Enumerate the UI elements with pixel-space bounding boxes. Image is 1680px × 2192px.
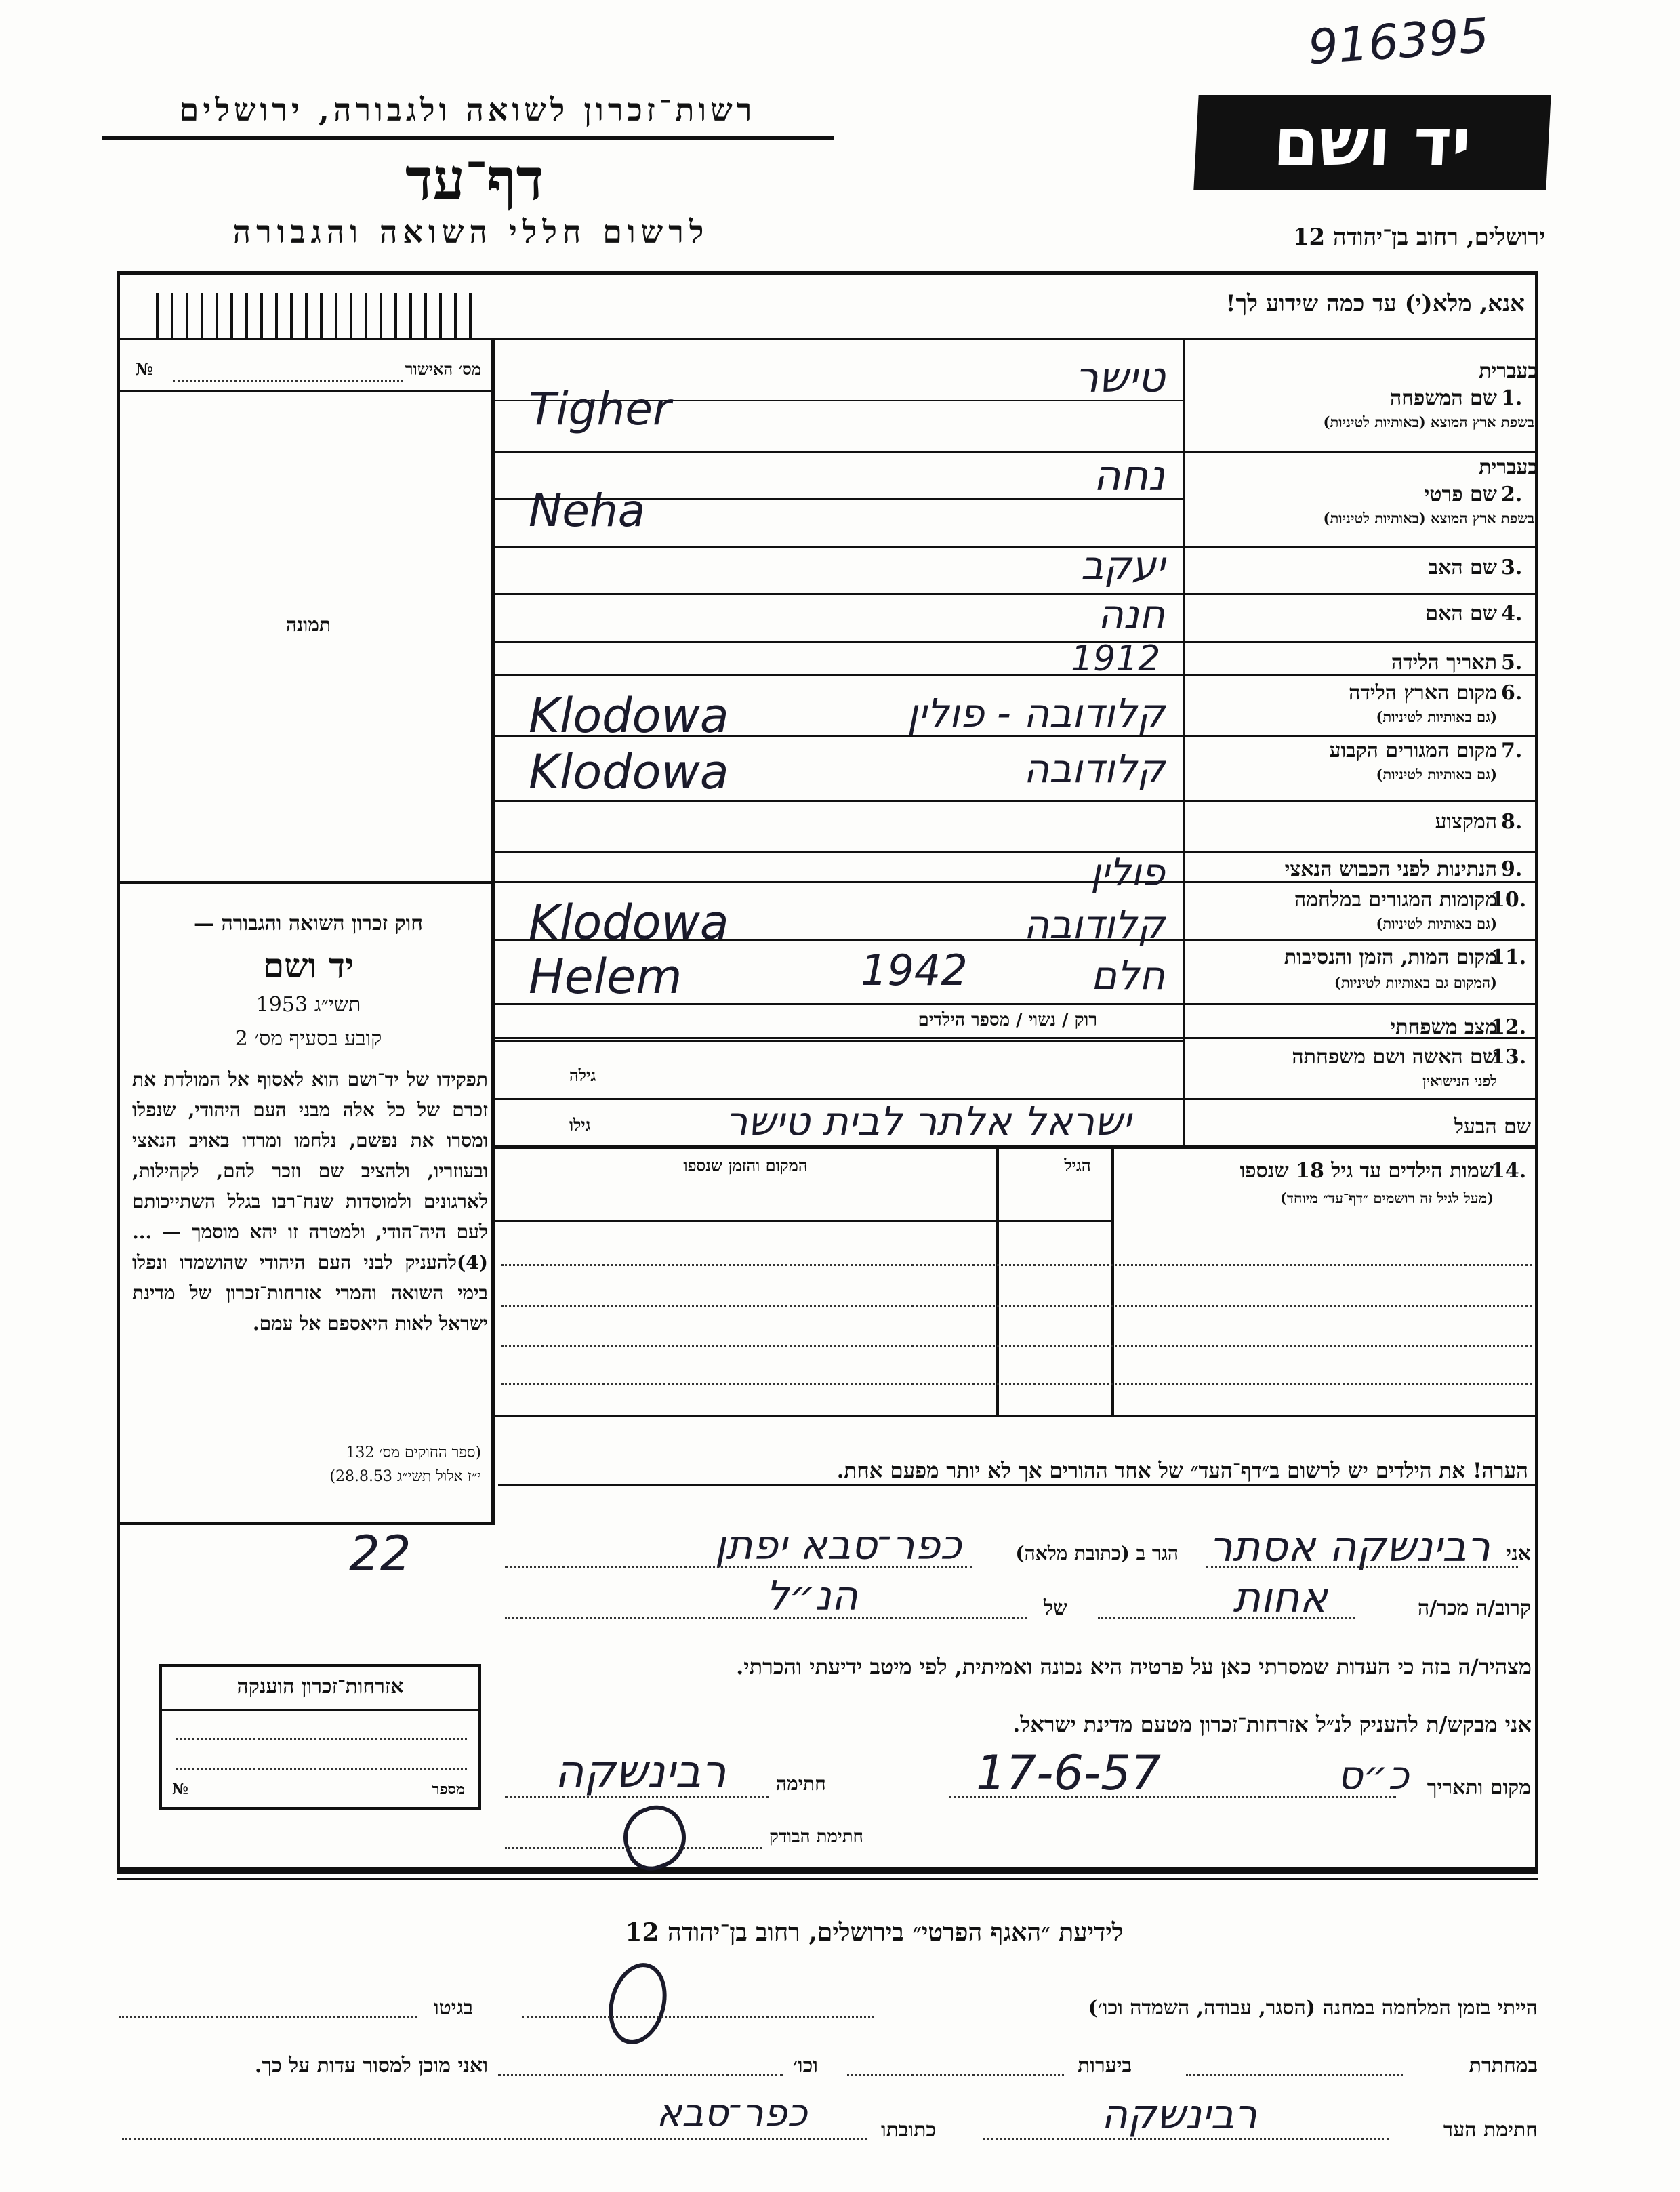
footer-line3-addr-label: כתובתו <box>881 2118 937 2142</box>
marital-options: רוק / נשוי / מספר הילדים <box>918 1010 1097 1030</box>
field-6-value-latin[interactable]: Klodowa <box>529 688 729 744</box>
field-1-value-latin[interactable]: Tigher <box>529 383 672 435</box>
field-9-label: הנתינות לפני הכבוש הנאצי <box>1284 857 1497 881</box>
children-col-age: הגיל <box>1064 1156 1091 1175</box>
form-row-rule <box>495 451 1538 453</box>
field-11-num: 11. <box>1491 946 1527 969</box>
cert-no-prefix: № <box>136 359 154 379</box>
age-label-husband: גילו <box>569 1115 591 1135</box>
children-col-place: המקום והזמן שנספו <box>683 1156 808 1175</box>
footer-line3-sig[interactable]: רבינשקה <box>1101 2091 1258 2138</box>
children-row-line <box>501 1264 1532 1266</box>
law-title: חוק זכרון השואה והגבורה — <box>194 912 423 935</box>
field-10-num: 10. <box>1491 888 1527 912</box>
of-label: של <box>1044 1596 1068 1620</box>
hebrew-label-1: בעברית <box>1479 359 1538 383</box>
form-row-rule <box>495 1037 1538 1039</box>
children-header-rule <box>495 1220 1113 1222</box>
cert-line <box>173 380 403 382</box>
age-label-wife: גילה <box>569 1065 596 1085</box>
footer-line1: הייתי בזמן המלחמה במחנה (הסגר, עבודה, השמדה וכו׳) <box>1088 1996 1538 2020</box>
husband-label: שם הבעל <box>1454 1115 1531 1139</box>
field-9-num: 9. <box>1501 857 1523 881</box>
field-6-value-he[interactable]: קלודובה - פולין <box>907 690 1165 736</box>
field-2-label: שם פרטי <box>1424 483 1497 506</box>
org-underline <box>102 136 834 140</box>
field-13-label: שם האשה ושם משפחתה <box>1292 1045 1497 1069</box>
form-row-rule <box>495 881 1538 883</box>
field-2-origin-note: בשפת ארץ המוצא (באותיות לטיניות) <box>1323 510 1534 527</box>
value-sub-rule <box>495 1040 1183 1042</box>
field-12-num: 12. <box>1491 1015 1527 1039</box>
checker-line <box>505 1847 762 1849</box>
address: ירושלים, רחוב בן־יהודה 12 <box>1292 224 1545 251</box>
field-4-label: שם האם <box>1425 602 1497 626</box>
law-name: יד ושם <box>263 946 354 986</box>
form-row-rule <box>495 641 1538 643</box>
footer-line2-dots-3 <box>498 2074 783 2076</box>
field-1-num: 1. <box>1501 386 1523 410</box>
margin-note: 22 <box>349 1525 411 1582</box>
memorial-box <box>159 1664 481 1810</box>
field-7-value-he[interactable]: קלודובה <box>1023 746 1165 792</box>
children-row-line <box>501 1383 1532 1385</box>
footer-line3-dots-2 <box>122 2138 867 2140</box>
children-col-divider-1 <box>996 1147 999 1415</box>
law-ref1: (ספר החוקים מס׳ 132 <box>346 1444 481 1461</box>
signature-label: חתימה <box>776 1772 826 1795</box>
statement: מצהיר/ה בזה כי העדות שמסרתי כאן על פרטיה היא נכונה ואמיתית, לפי מיטב ידיעתי והכרתי. <box>736 1654 1532 1680</box>
declarant-value[interactable]: רבינשקה אסתר <box>1208 1522 1490 1571</box>
field-10-label: מקומות המגורים במלחמה <box>1294 888 1497 912</box>
footer-stamp-mark[interactable] <box>600 1956 676 2050</box>
relation-line <box>1098 1617 1355 1619</box>
archive-number: 916395 <box>1306 7 1491 76</box>
law-ref2: י״ז אלול תשי״ג 28.8.53) <box>329 1468 481 1485</box>
place-date-label: מקום ותאריך <box>1427 1776 1531 1800</box>
children-note-warning: הערה! את הילדים יש לרשום ב״דף־העד״ של אחד ההורים אך לא יותר מפעם אחת. <box>836 1459 1528 1483</box>
memorial-box-rule <box>162 1709 478 1711</box>
field-11-value-year[interactable]: 1942 <box>861 946 968 995</box>
field-6-num: 6. <box>1501 681 1523 705</box>
footer-line2-end: ואני מוכן למסור עדות על כך. <box>254 2054 488 2077</box>
place-date-line <box>949 1796 1396 1798</box>
children-top-line <box>493 1145 1538 1149</box>
form-row-rule <box>495 851 1538 853</box>
form-subtitle: לרשום חללי השואה והגבורה <box>232 214 710 250</box>
field-11-value-he[interactable]: חלם <box>1090 952 1165 998</box>
footer-line2-dots-1 <box>1186 2074 1403 2076</box>
left-column-divider <box>491 339 495 1522</box>
footer-line2-dots-2 <box>847 2074 1064 2076</box>
footer-top-line-2 <box>117 1878 1538 1880</box>
law-year: תשי״ג 1953 <box>255 993 361 1017</box>
form-row-rule <box>495 674 1538 676</box>
field-2-value-latin[interactable]: Neha <box>529 485 646 537</box>
i-label: אני <box>1506 1542 1531 1566</box>
memorial-box-line1 <box>176 1738 467 1740</box>
footer-title: לידיעת ״האגף הפרטי״ בירושלים, רחוב בן־יהודה 12 <box>625 1918 1124 1947</box>
children-note: (מעל לגיל זה רושמים ״דף־עד״ מיוחד) <box>1279 1190 1494 1206</box>
cert-row <box>136 359 481 386</box>
relative-label: קרוב/ה מכר/ה <box>1418 1596 1531 1620</box>
field-4-value[interactable]: חנה <box>1097 591 1165 637</box>
field-3-label: שם האב <box>1428 556 1497 580</box>
relation-value[interactable]: אחות <box>1233 1572 1328 1622</box>
signature-line <box>505 1796 769 1798</box>
resident-label: הגר ב (כתובת מלאה) <box>1015 1542 1179 1564</box>
address-line <box>505 1566 972 1568</box>
husband-value[interactable]: ישראל אלתר לבית טישר <box>725 1098 1132 1144</box>
signature-value[interactable]: רבינשקה <box>554 1745 726 1798</box>
photo-label: תמונה <box>285 613 331 636</box>
field-7-num: 7. <box>1501 739 1523 763</box>
children-num: 14. <box>1491 1159 1527 1183</box>
field-11-sub: (המקום גם באותיות לטיניות) <box>1334 974 1497 991</box>
cert-underline <box>117 390 493 392</box>
law-box-bottom <box>117 1522 495 1525</box>
children-col-divider-2 <box>1111 1147 1114 1415</box>
children-label: שמות הילדים עד גיל 18 שנספו <box>1239 1159 1494 1183</box>
address-value[interactable]: כפר־סבא יפתן <box>714 1522 962 1569</box>
request: אני מבקש/ת להעניק לנ״ל אזרחות־זכרון מטעם מדינת ישראל. <box>1012 1711 1532 1737</box>
field-4-num: 4. <box>1501 602 1523 626</box>
checker-label: חתימת הבודק <box>769 1827 863 1847</box>
memorial-box-title: אזרחות־זכרון הוענקה <box>237 1675 404 1699</box>
law-clause: קובע בסעיף מס׳ 2 <box>234 1027 382 1051</box>
yad-vashem-logo <box>1193 95 1551 190</box>
field-8-num: 8. <box>1501 810 1523 834</box>
footer-line2-c: וכו׳ <box>793 2054 818 2077</box>
field-11-label: מקום המות, הזמן והנסיבות <box>1284 946 1497 969</box>
photo-box-bottom <box>117 881 493 884</box>
field-10-value-latin[interactable]: Klodowa <box>529 895 729 950</box>
field-13-num: 13. <box>1491 1045 1527 1069</box>
field-11-value-latin[interactable]: Helem <box>529 949 682 1004</box>
field-7-label: מקום המגורים הקבוע <box>1329 739 1497 763</box>
field-7-value-latin[interactable]: Klodowa <box>529 744 729 800</box>
field-12-label: מצב משפחתי <box>1390 1015 1497 1039</box>
date-value[interactable]: 17-6-57 <box>976 1745 1162 1801</box>
footer-line3-label: חתימת העד <box>1443 2118 1538 2142</box>
footer-top-line <box>117 1871 1538 1874</box>
field-10-value-he[interactable]: קלודובה <box>1023 901 1165 948</box>
of-line <box>505 1617 1027 1619</box>
note-underline <box>498 1484 1535 1486</box>
field-10-latin-note: (גם באותיות לטיניות) <box>1376 915 1497 932</box>
field-7-latin-note: (גם באותיות לטיניות) <box>1376 766 1497 783</box>
hebrew-label-2: בעברית <box>1479 455 1538 479</box>
memorial-box-line2 <box>176 1768 467 1770</box>
logo-text: יד ושם <box>1271 104 1473 180</box>
field-6-latin-note: (גם באותיות לטיניות) <box>1376 708 1497 725</box>
top-strip-line <box>117 338 1538 340</box>
label-column-divider <box>1183 339 1185 1145</box>
field-2-value-he[interactable]: נחה <box>1093 451 1165 500</box>
form-row-rule <box>495 800 1538 802</box>
law-text: תפקידו של יד־ושם הוא לאסוף אל המולדת את זכרם של כל אלה מבני העם היהודי, שנפלו ומסרו את נפשם, נלחמו ומרדו באויב הנאצי ובעוזריו, ולהציב שם וזכר להם, לקהילות, לארגונים ולמוסדות שנח־רבו בגלל השתייכותם לעם היה־הודי, ולמטרה זו יהא מוסמך — ...(4)להעניק לבני העם היהודי שהושמדו ונפלו בימי השואה והמרי אזרחות־זכרון של מדינת ישראל לאות היאספם אל עמם. <box>132 1068 488 1335</box>
footer-line1-dots <box>522 2016 874 2018</box>
field-5-num: 5. <box>1501 651 1523 674</box>
field-13-sub: לפני הנישואין <box>1422 1072 1497 1089</box>
memorial-box-number: מספר <box>432 1781 465 1798</box>
tick-strip <box>156 293 474 338</box>
field-9-value[interactable]: פולין <box>1090 851 1165 895</box>
field-8-label: המקצוע <box>1435 810 1497 834</box>
footer-line1-dots-2 <box>119 2016 417 2018</box>
form-row-rule <box>495 546 1538 548</box>
children-row-line <box>501 1345 1532 1347</box>
cert-label: מס׳ האישור <box>405 359 481 379</box>
field-3-value[interactable]: יעקב <box>1081 542 1165 588</box>
children-row-line <box>501 1305 1532 1307</box>
footer-line3-dots-1 <box>983 2138 1389 2140</box>
form-row-rule <box>495 593 1538 595</box>
of-value[interactable]: הנ״ל <box>766 1572 858 1620</box>
footer-line2-b: ביערות <box>1078 2054 1132 2077</box>
footer-line2-start: במחתרת <box>1469 2054 1538 2077</box>
field-3-num: 3. <box>1501 556 1523 580</box>
field-1-label: שם המשפחה <box>1389 386 1497 410</box>
form-title: דף־עד <box>405 146 544 213</box>
memorial-box-no: № <box>172 1781 188 1798</box>
field-5-value[interactable]: 1912 <box>1071 638 1161 679</box>
place-value[interactable]: כ״ס <box>1337 1752 1409 1798</box>
field-1-value-he[interactable]: טישר <box>1075 352 1165 402</box>
field-1-origin-note: בשפת ארץ המוצא (באותיות לטיניות) <box>1323 413 1534 430</box>
org-line: רשות־זכרון לשואה ולגבורה, ירושלים <box>179 92 756 128</box>
field-6-label: מקום הארץ הלידה <box>1349 681 1497 705</box>
instruction: אנא, מלא(י) עד כמה שידוע לך! <box>1225 290 1525 317</box>
footer-line1-end: בגיטו <box>434 1996 474 2020</box>
children-bottom-line <box>493 1415 1538 1417</box>
declarant-line <box>1206 1566 1518 1568</box>
footer-line3-addr[interactable]: כפר־סבא <box>656 2091 808 2135</box>
field-5-label: תאריך הלידה <box>1391 651 1497 674</box>
field-2-num: 2. <box>1501 483 1523 506</box>
